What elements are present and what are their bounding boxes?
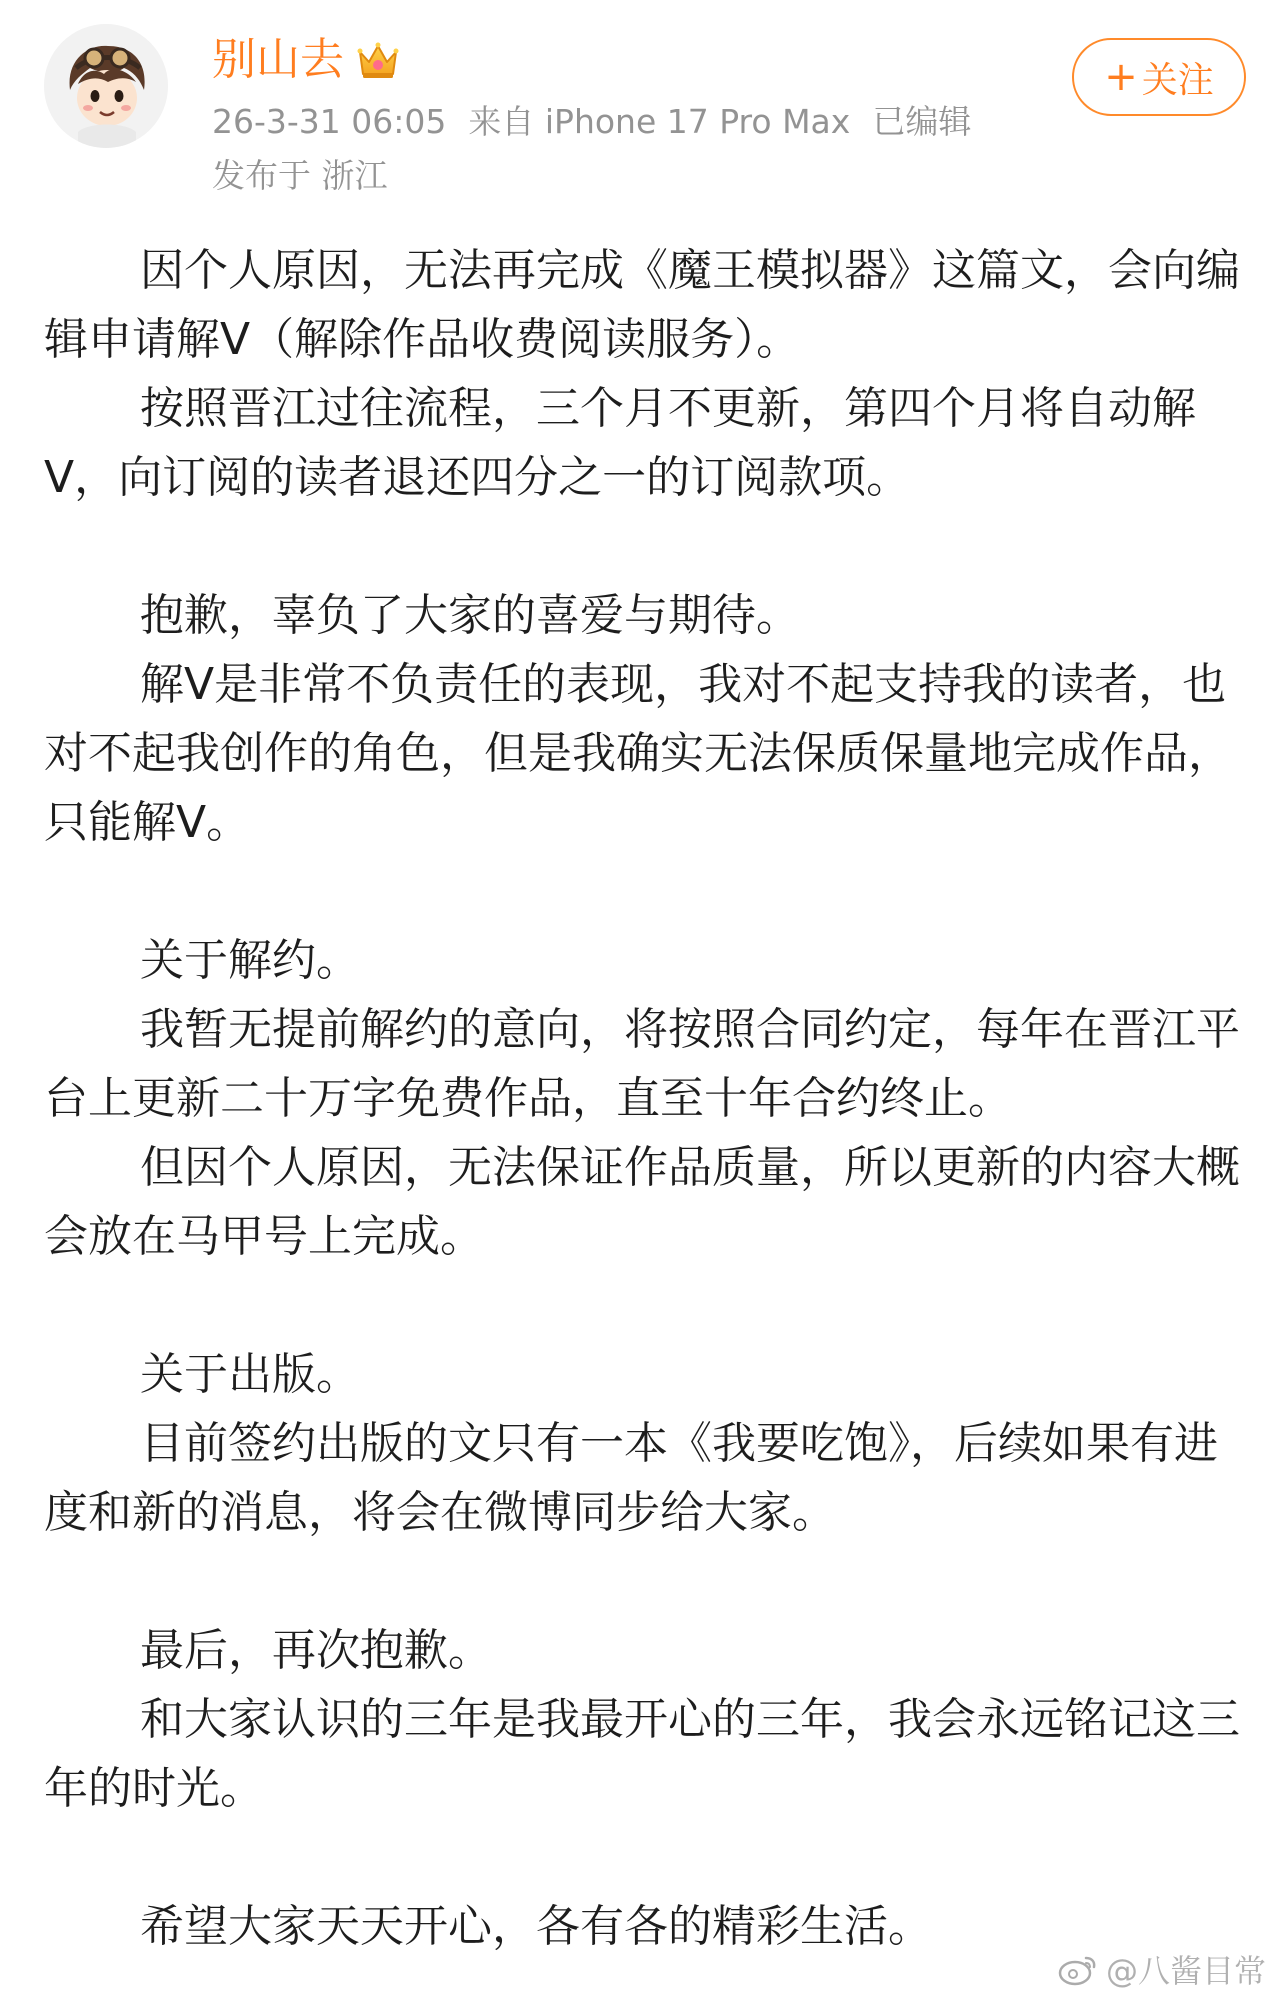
- paragraph: 抱歉，辜负了大家的喜爱与期待。: [140, 590, 800, 641]
- paragraph-gap: [44, 1547, 1244, 1616]
- post-location: 发布于 浙江: [212, 156, 388, 195]
- watermark-text: @八酱目常: [1105, 1952, 1266, 1990]
- paragraph: 因个人原因，无法再完成《魔王模拟器》这篇文，会向编辑申请解V（解除作品收费阅读服务）。: [44, 245, 1240, 365]
- post-content: [44, 236, 1244, 1961]
- paragraph: 最后，再次抱歉。: [140, 1625, 492, 1676]
- paragraph: 我暂无提前解约的意向，将按照合同约定，每年在晋江平台上更新二十万字免费作品，直至十年合约终止。: [44, 1004, 1240, 1124]
- avatar[interactable]: [44, 24, 168, 148]
- paragraph: 关于出版。: [140, 1349, 360, 1400]
- follow-button-label: 关注: [1141, 59, 1214, 101]
- username-row: [212, 30, 402, 90]
- post-timestamp: 26-3-31 06:05: [212, 102, 447, 141]
- paragraph: 但因个人原因，无法保证作品质量，所以更新的内容大概会放在马甲号上完成。: [44, 1142, 1240, 1262]
- plus-icon: +: [1104, 54, 1138, 100]
- edited-label[interactable]: 已编辑: [872, 102, 972, 141]
- cartoon-avatar-icon: [44, 24, 168, 148]
- post-header: [0, 0, 1284, 210]
- watermark: [1058, 1946, 1266, 1992]
- weibo-icon: [1058, 1952, 1098, 1986]
- paragraph: 和大家认识的三年是我最开心的三年，我会永远铭记这三年的时光。: [44, 1694, 1240, 1814]
- paragraph: 解V是非常不负责任的表现，我对不起支持我的读者，也对不起我创作的角色，但是我确实无法保质保量地完成作品，只能解V。: [44, 659, 1232, 848]
- follow-button[interactable]: [1072, 38, 1246, 116]
- paragraph-gap: [44, 512, 1244, 581]
- paragraph: 目前签约出版的文只有一本《我要吃饱》，后续如果有进度和新的消息，将会在微博同步给大家。: [44, 1418, 1218, 1538]
- post-meta: [212, 100, 993, 144]
- username[interactable]: 别山去: [212, 34, 344, 85]
- crown-icon: [354, 36, 402, 84]
- paragraph-gap: [44, 1823, 1244, 1892]
- paragraph: 希望大家天天开心，各有各的精彩生活。: [140, 1901, 932, 1952]
- paragraph-gap: [44, 1271, 1244, 1340]
- paragraph: 按照晋江过往流程，三个月不更新，第四个月将自动解V，向订阅的读者退还四分之一的订阅款项。: [44, 383, 1196, 503]
- post-source: 来自 iPhone 17 Pro Max: [468, 102, 851, 141]
- paragraph-gap: [44, 857, 1244, 926]
- paragraph: 关于解约。: [140, 935, 360, 986]
